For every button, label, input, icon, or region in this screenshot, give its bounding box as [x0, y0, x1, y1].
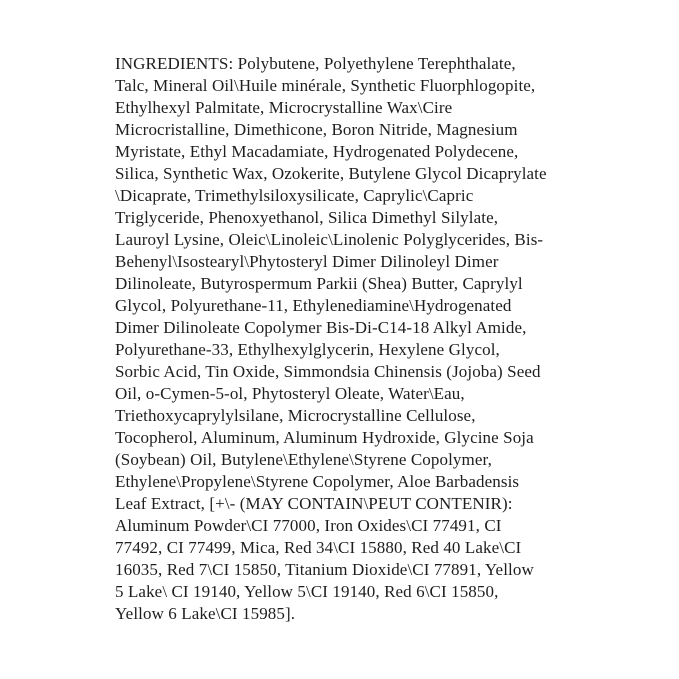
ingredients-line: Sorbic Acid, Tin Oxide, Simmondsia Chinensis (Jojoba) Seed	[115, 362, 541, 381]
ingredients-line: Triglyceride, Phenoxyethanol, Silica Dimethyl Silylate,	[115, 208, 499, 227]
ingredients-line: (Soybean) Oil, Butylene\Ethylene\Styrene Copolymer,	[115, 450, 492, 469]
ingredients-line: Aluminum Powder\CI 77000, Iron Oxides\CI 77491, CI	[115, 516, 502, 535]
ingredients-line: 77492, CI 77499, Mica, Red 34\CI 15880, Red 40 Lake\CI	[115, 538, 522, 557]
ingredients-line: Dilinoleate, Butyrospermum Parkii (Shea) Butter, Caprylyl	[115, 274, 523, 293]
ingredients-line: 16035, Red 7\CI 15850, Titanium Dioxide\CI 77891, Yellow	[115, 560, 534, 579]
ingredients-line: Dimer Dilinoleate Copolymer Bis-Di-C14-18 Alkyl Amide,	[115, 318, 527, 337]
ingredients-line: INGREDIENTS: Polybutene, Polyethylene Terephthalate,	[115, 54, 516, 73]
ingredients-line: Oil, o-Cymen-5-ol, Phytosteryl Oleate, Water\Eau,	[115, 384, 465, 403]
ingredients-line: Ethylene\Propylene\Styrene Copolymer, Aloe Barbadensis	[115, 472, 520, 491]
ingredients-line: 5 Lake\ CI 19140, Yellow 5\CI 19140, Red 6\CI 15850,	[115, 582, 499, 601]
ingredients-line: Behenyl\Isostearyl\Phytosteryl Dimer Dilinoleyl Dimer	[115, 252, 499, 271]
ingredients-line: Ethylhexyl Palmitate, Microcrystalline Wax\Cire	[115, 98, 453, 117]
ingredients-text-block	[115, 53, 575, 625]
ingredients-line: Leaf Extract, [+\- (MAY CONTAIN\PEUT CONTENIR):	[115, 494, 513, 513]
ingredients-line: Glycol, Polyurethane-11, Ethylenediamine\Hydrogenated	[115, 296, 512, 315]
ingredients-line: Triethoxycaprylylsilane, Microcrystalline Cellulose,	[115, 406, 476, 425]
ingredients-line: Yellow 6 Lake\CI 15985].	[115, 604, 296, 623]
ingredients-line: Microcristalline, Dimethicone, Boron Nitride, Magnesium	[115, 120, 518, 139]
ingredients-line: Silica, Synthetic Wax, Ozokerite, Butylene Glycol Dicaprylate	[115, 164, 547, 183]
ingredients-line: Tocopherol, Aluminum, Aluminum Hydroxide, Glycine Soja	[115, 428, 534, 447]
ingredients-line: Polyurethane-33, Ethylhexylglycerin, Hexylene Glycol,	[115, 340, 500, 359]
ingredients-line: \Dicaprate, Trimethylsiloxysilicate, Caprylic\Capric	[115, 186, 474, 205]
ingredients-line: Lauroyl Lysine, Oleic\Linoleic\Linolenic Polyglycerides, Bis-	[115, 230, 544, 249]
ingredients-line: Talc, Mineral Oil\Huile minérale, Synthetic Fluorphlogopite,	[115, 76, 536, 95]
ingredients-line: Myristate, Ethyl Macadamiate, Hydrogenated Polydecene,	[115, 142, 519, 161]
